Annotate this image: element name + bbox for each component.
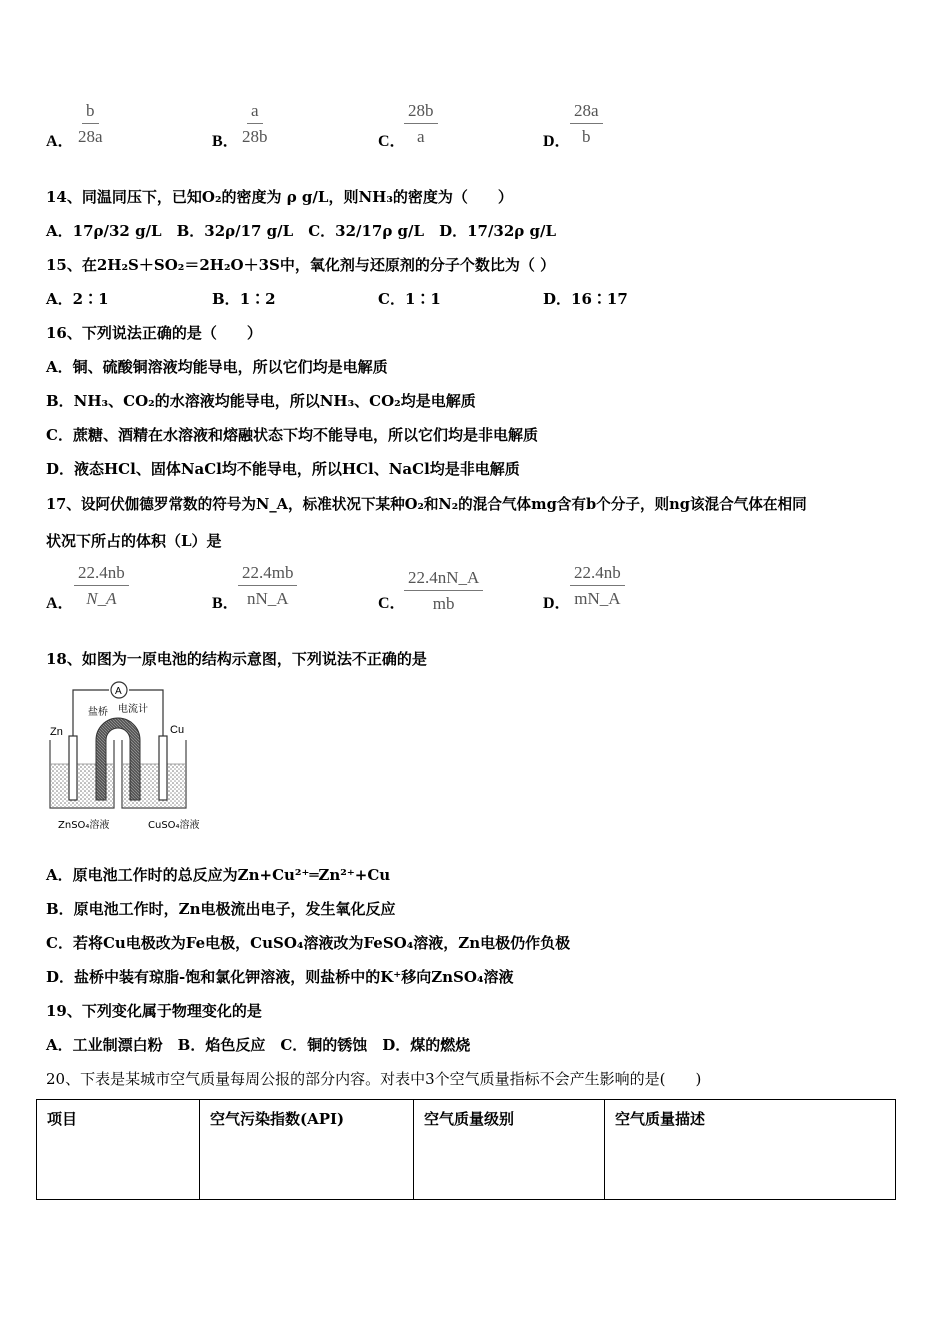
q19-options[interactable]: A．工业制漂白粉 B．焰色反应 C．铜的锈蚀 D．煤的燃烧 bbox=[46, 1036, 471, 1054]
table-row bbox=[37, 1100, 896, 1200]
fraction-numerator: b bbox=[82, 101, 99, 124]
q13-option-c-label: C． bbox=[378, 133, 406, 150]
option-text: 16∶17 bbox=[571, 290, 628, 308]
q17-option-b-label: B． bbox=[212, 595, 239, 612]
fraction-numerator: 22.4nb bbox=[570, 563, 625, 586]
table-header-cell: 空气质量级别 bbox=[414, 1100, 605, 1200]
q18-option-c[interactable]: C．若将Cu电极改为Fe电极，CuSO₄溶液改为FeSO₄溶液，Zn电极仍作负极 bbox=[46, 934, 571, 952]
q13-option-d-label: D． bbox=[543, 133, 571, 150]
fraction-denominator: 28b bbox=[242, 127, 268, 146]
q15-option-c[interactable] bbox=[378, 288, 441, 309]
fraction-denominator: mb bbox=[432, 594, 455, 613]
q16-option-b[interactable]: B．NH₃、CO₂的水溶液均能导电，所以NH₃、CO₂均是电解质 bbox=[46, 392, 476, 410]
q17-stem-line1: 17、设阿伏伽德罗常数的符号为N_A，标准状况下某种O₂和N₂的混合气体mg含有b个分子，则ng该混合气体在相同 bbox=[46, 496, 807, 513]
q13-option-d-fraction[interactable] bbox=[570, 101, 603, 147]
q15-option-b[interactable] bbox=[212, 288, 276, 309]
table-header-cell: 空气质量描述 bbox=[605, 1100, 896, 1200]
q14-stem: 14、同温同压下，已知O₂的密度为 ρ g/L，则NH₃的密度为（ ） bbox=[46, 188, 513, 206]
q13-option-b-label: B． bbox=[212, 133, 239, 150]
fraction-numerator: 22.4mb bbox=[238, 563, 297, 586]
option-label: D． bbox=[543, 290, 572, 308]
fraction-numerator: 22.4nb bbox=[74, 563, 129, 586]
fraction-numerator: 28a bbox=[570, 101, 603, 124]
cu-electrode-label: Cu bbox=[170, 724, 185, 736]
ammeter-label: A bbox=[115, 686, 122, 697]
fraction-denominator: N_A bbox=[86, 589, 117, 608]
fraction-denominator: 28a bbox=[78, 127, 103, 146]
q17-option-a-label: A． bbox=[46, 595, 74, 612]
q16-option-c[interactable]: C．蔗糖、酒精在水溶液和熔融状态下均不能导电，所以它们均是非电解质 bbox=[46, 426, 538, 444]
q17-stem-line2: 状况下所占的体积（L）是 bbox=[46, 532, 222, 550]
q17-option-c-label: C． bbox=[378, 595, 406, 612]
q15-option-a[interactable] bbox=[46, 288, 109, 309]
salt-bridge bbox=[96, 718, 140, 800]
q13-option-a-label: A． bbox=[46, 133, 74, 150]
right-solution-label: CuSO₄溶液 bbox=[148, 820, 200, 831]
zn-electrode-label: Zn bbox=[50, 726, 63, 738]
q16-stem: 16、下列说法正确的是（ ） bbox=[46, 324, 262, 342]
fraction-denominator: b bbox=[582, 127, 591, 146]
fraction-denominator: mN_A bbox=[574, 589, 621, 608]
q16-option-a[interactable]: A．铜、硫酸铜溶液均能导电，所以它们均是电解质 bbox=[46, 358, 388, 376]
cu-electrode bbox=[159, 736, 167, 800]
q18-stem: 18、如图为一原电池的结构示意图，下列说法不正确的是 bbox=[46, 650, 427, 668]
salt-bridge-label: 盐桥 bbox=[88, 707, 108, 718]
galvanometer-label: 电流计 bbox=[118, 704, 148, 715]
q20-stem: 20、下表是某城市空气质量每周公报的部分内容。对表中3个空气质量指标不会产生影响的是( ) bbox=[46, 1070, 702, 1088]
q16-option-d[interactable]: D．液态HCl、固体NaCl均不能导电，所以HCl、NaCl均是非电解质 bbox=[46, 460, 520, 478]
galvanic-cell-figure bbox=[44, 678, 214, 838]
q18-option-a[interactable]: A．原电池工作时的总反应为Zn+Cu²⁺═Zn²⁺+Cu bbox=[46, 866, 391, 884]
left-solution-label: ZnSO₄溶液 bbox=[58, 820, 110, 831]
q18-option-b[interactable]: B．原电池工作时，Zn电极流出电子，发生氧化反应 bbox=[46, 900, 396, 918]
table-header-cell: 空气污染指数(API) bbox=[200, 1100, 414, 1200]
q13-option-a-fraction[interactable] bbox=[74, 101, 107, 147]
zn-electrode bbox=[69, 736, 77, 800]
q14-options[interactable]: A．17ρ/32 g/L B．32ρ/17 g/L C．32/17ρ g/L D．17/32ρ g/L bbox=[46, 222, 557, 240]
air-quality-table bbox=[36, 1099, 896, 1200]
option-label: C． bbox=[378, 290, 405, 308]
q17-option-d-label: D． bbox=[543, 595, 571, 612]
option-text: 2∶1 bbox=[72, 290, 109, 308]
q13-option-c-fraction[interactable] bbox=[404, 101, 438, 147]
q15-option-d[interactable] bbox=[543, 288, 628, 309]
q13-option-b-fraction[interactable] bbox=[238, 101, 272, 147]
fraction-denominator: a bbox=[416, 127, 425, 146]
table-header-cell: 项目 bbox=[37, 1100, 200, 1200]
q17-option-b-fraction[interactable] bbox=[238, 563, 297, 609]
fraction-denominator: nN_A bbox=[246, 589, 289, 608]
q17-option-d-fraction[interactable] bbox=[570, 563, 625, 609]
q18-option-d[interactable]: D．盐桥中装有琼脂-饱和氯化钾溶液，则盐桥中的K⁺移向ZnSO₄溶液 bbox=[46, 968, 514, 986]
option-label: B． bbox=[212, 290, 240, 308]
option-label: A． bbox=[46, 290, 73, 308]
q15-stem: 15、在2H₂S＋SO₂＝2H₂O＋3S中，氧化剂与还原剂的分子个数比为（ ） bbox=[46, 256, 556, 274]
fraction-numerator: 22.4nN_A bbox=[404, 568, 483, 591]
fraction-numerator: a bbox=[247, 101, 263, 124]
option-text: 1∶2 bbox=[239, 290, 276, 308]
q17-option-c-fraction[interactable] bbox=[404, 568, 483, 614]
option-text: 1∶1 bbox=[404, 290, 441, 308]
q17-option-a-fraction[interactable] bbox=[74, 563, 129, 609]
fraction-numerator: 28b bbox=[404, 101, 438, 124]
q19-stem: 19、下列变化属于物理变化的是 bbox=[46, 1002, 262, 1020]
